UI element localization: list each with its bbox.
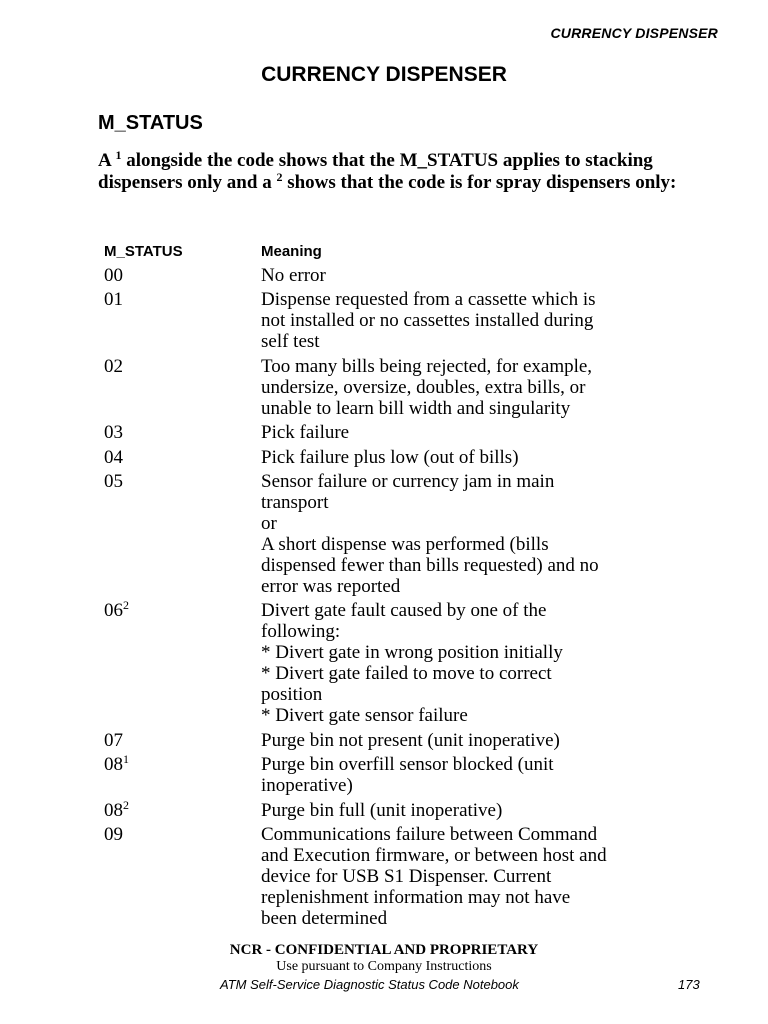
status-code: [104, 824, 261, 929]
meaning-line: Communications failure between Command: [261, 823, 598, 845]
table-row: [104, 754, 724, 796]
meaning-line: Purge bin full (unit inoperative): [261, 799, 503, 821]
table-row: [104, 600, 724, 726]
table-row: [104, 265, 724, 286]
status-code-value: 02: [104, 355, 123, 377]
table-row: [104, 356, 724, 419]
meaning-line: been determined: [261, 907, 388, 929]
meaning-line: transport: [261, 491, 329, 513]
meaning-line: dispensed fewer than bills requested) and no: [261, 554, 599, 576]
status-code-value: 03: [104, 422, 123, 444]
status-meaning: [261, 730, 724, 751]
intro-text-part3: shows that the code is for spray dispensers only:: [282, 172, 677, 193]
status-code-value: 08: [104, 799, 123, 821]
status-meaning: [261, 265, 724, 286]
status-code: [104, 730, 261, 751]
meaning-line: unable to learn bill width and singularity: [261, 397, 571, 419]
status-meaning: [261, 600, 724, 726]
status-code-superscript: 2: [123, 797, 129, 812]
intro-superscript-1: 1: [115, 148, 122, 162]
meaning-line: Purge bin not present (unit inoperative): [261, 729, 560, 751]
status-meaning: [261, 824, 724, 929]
status-code: [104, 754, 261, 796]
meaning-line: No error: [261, 265, 326, 286]
table-row: [104, 471, 724, 597]
status-meaning: [261, 471, 724, 597]
meaning-line: self test: [261, 331, 320, 353]
footer-instructions: Use pursuant to Company Instructions: [276, 959, 492, 974]
meaning-line: inoperative): [261, 775, 353, 797]
status-meaning: [261, 800, 724, 821]
status-code: [104, 289, 261, 352]
table-row: [104, 289, 724, 352]
meaning-line: undersize, oversize, doubles, extra bills, or: [261, 376, 586, 398]
meaning-line: Purge bin overfill sensor blocked (unit: [261, 754, 554, 776]
meaning-line: Sensor failure or currency jam in main: [261, 470, 555, 492]
status-code-value: 00: [104, 265, 123, 286]
meaning-line: A short dispense was performed (bills: [261, 533, 549, 555]
status-code-value: 06: [104, 600, 123, 622]
meaning-line: Too many bills being rejected, for example,: [261, 355, 593, 377]
table-row: [104, 797, 724, 821]
meaning-line: Dispense requested from a cassette which is: [261, 289, 596, 311]
meaning-line: replenishment information may not have: [261, 886, 571, 908]
meaning-line: Pick failure plus low (out of bills): [261, 446, 519, 468]
meaning-line: * Divert gate failed to move to correct: [261, 663, 552, 685]
status-meaning: [261, 754, 724, 796]
meaning-line: * Divert gate sensor failure: [261, 705, 468, 727]
status-code: [104, 265, 261, 286]
section-title: M_STATUS: [98, 112, 203, 134]
status-code-value: 09: [104, 823, 123, 845]
meaning-line: or: [261, 512, 277, 534]
intro-text-part2: alongside the code shows that the M_STATUS applies to stacking dispensers only and a: [98, 150, 653, 193]
footer-confidential: NCR - CONFIDENTIAL AND PROPRIETARY: [229, 942, 539, 958]
meaning-line: and Execution firmware, or between host and: [261, 844, 607, 866]
status-code-value: 08: [104, 754, 123, 776]
status-code-superscript: 2: [123, 598, 129, 613]
status-meaning: [261, 356, 724, 419]
status-code: [104, 600, 261, 726]
footer-book-title: ATM Self-Service Diagnostic Status Code Notebook: [220, 977, 519, 992]
status-code: [104, 422, 261, 443]
status-code-value: 04: [104, 446, 123, 468]
meaning-line: Divert gate fault caused by one of the: [261, 600, 547, 622]
intro-paragraph: [98, 150, 728, 194]
meaning-line: error was reported: [261, 575, 401, 597]
status-code: [104, 471, 261, 597]
status-code: [104, 356, 261, 419]
status-code: [104, 447, 261, 468]
status-code-superscript: 1: [123, 752, 129, 767]
status-code: [104, 797, 261, 821]
meaning-line: not installed or no cassettes installed during: [261, 310, 594, 332]
table-row: [104, 447, 724, 468]
status-code-value: 07: [104, 729, 123, 751]
status-code-value: 01: [104, 289, 123, 311]
status-meaning: [261, 447, 724, 468]
status-code-table: [104, 265, 724, 932]
meaning-line: following:: [261, 621, 341, 643]
page-title: CURRENCY DISPENSER: [261, 63, 507, 86]
status-meaning: [261, 289, 724, 352]
page-number: 173: [678, 977, 700, 992]
table-row: [104, 422, 724, 443]
intro-superscript-2: 2: [276, 170, 283, 184]
status-code-value: 05: [104, 470, 123, 492]
table-row: [104, 730, 724, 751]
column-header-code: M_STATUS: [104, 243, 183, 260]
table-row: [104, 824, 724, 929]
meaning-line: position: [261, 684, 323, 706]
running-header: CURRENCY DISPENSER: [550, 25, 718, 41]
meaning-line: device for USB S1 Dispenser. Current: [261, 865, 552, 887]
column-header-meaning: Meaning: [261, 243, 322, 260]
meaning-line: * Divert gate in wrong position initially: [261, 642, 563, 664]
intro-text-part1: A: [98, 150, 116, 171]
meaning-line: Pick failure: [261, 422, 350, 444]
status-meaning: [261, 422, 724, 443]
